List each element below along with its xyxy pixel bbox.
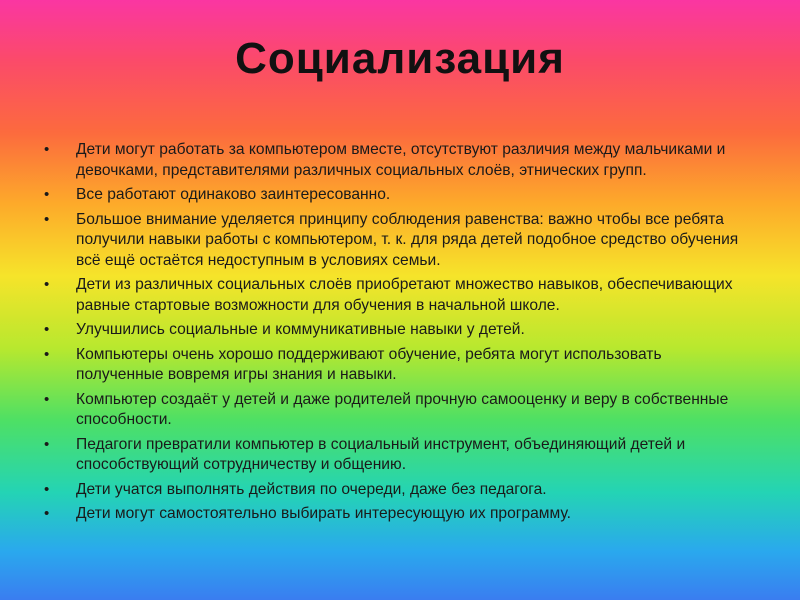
bullet-text: Дети могут самостоятельно выбирать интересующую их программу. xyxy=(76,505,571,522)
bullet-item xyxy=(40,345,750,386)
bullet-item xyxy=(40,320,750,341)
bullet-icon: • xyxy=(44,345,50,363)
bullet-icon: • xyxy=(44,390,50,408)
bullet-item xyxy=(40,480,750,501)
bullet-item xyxy=(40,504,750,525)
bullet-item xyxy=(40,210,750,272)
bullet-item xyxy=(40,435,750,476)
bullet-icon: • xyxy=(44,321,50,338)
bullet-item xyxy=(40,185,750,206)
bullet-icon: • xyxy=(44,210,50,228)
bullet-icon: • xyxy=(44,141,50,158)
bullet-text: Дети могут работать за компьютером вместе, отсутствуют различия между мальчиками и девочками, представителями различных социальных слоёв, этнических групп. xyxy=(76,141,726,179)
bullet-icon: • xyxy=(44,276,50,293)
bullet-item xyxy=(40,140,750,181)
bullet-text: Улучшились социальные и коммуникативные навыки у детей. xyxy=(76,321,525,338)
bullet-icon: • xyxy=(44,435,50,453)
bullet-list xyxy=(40,140,750,529)
bullet-icon: • xyxy=(44,505,50,522)
bullet-text: Компьютер создаёт у детей и даже родителей прочную самооценку и веру в собственные способности. xyxy=(76,390,729,428)
bullet-text: Компьютеры очень хорошо поддерживают обучение, ребята могут использовать полученные вовремя игры знания и навыки. xyxy=(76,345,662,383)
bullet-item xyxy=(40,275,750,316)
bullet-icon: • xyxy=(44,480,50,498)
slide-title: Социализация xyxy=(235,34,565,83)
bullet-icon: • xyxy=(44,186,50,203)
bullet-text: Дети из различных социальных слоёв приобретают множество навыков, обеспечивающих равные стартовые возможности для обучения в начальной школе. xyxy=(76,276,733,314)
bullet-text: Все работают одинаково заинтересованно. xyxy=(76,186,391,203)
bullet-text: Дети учатся выполнять действия по очереди, даже без педагога. xyxy=(76,480,547,498)
bullet-text: Большое внимание уделяется принципу соблюдения равенства: важно чтобы все ребята получили навыки работы с компьютером, т. к. для ряда детей подобное средство обучения всё ещё остаётся недоступным в условиях семьи. xyxy=(76,210,739,269)
bullet-item xyxy=(40,390,750,431)
bullet-text: Педагоги превратили компьютер в социальный инструмент, объединяющий детей и способствующий сотрудничеству и общению. xyxy=(76,435,686,473)
